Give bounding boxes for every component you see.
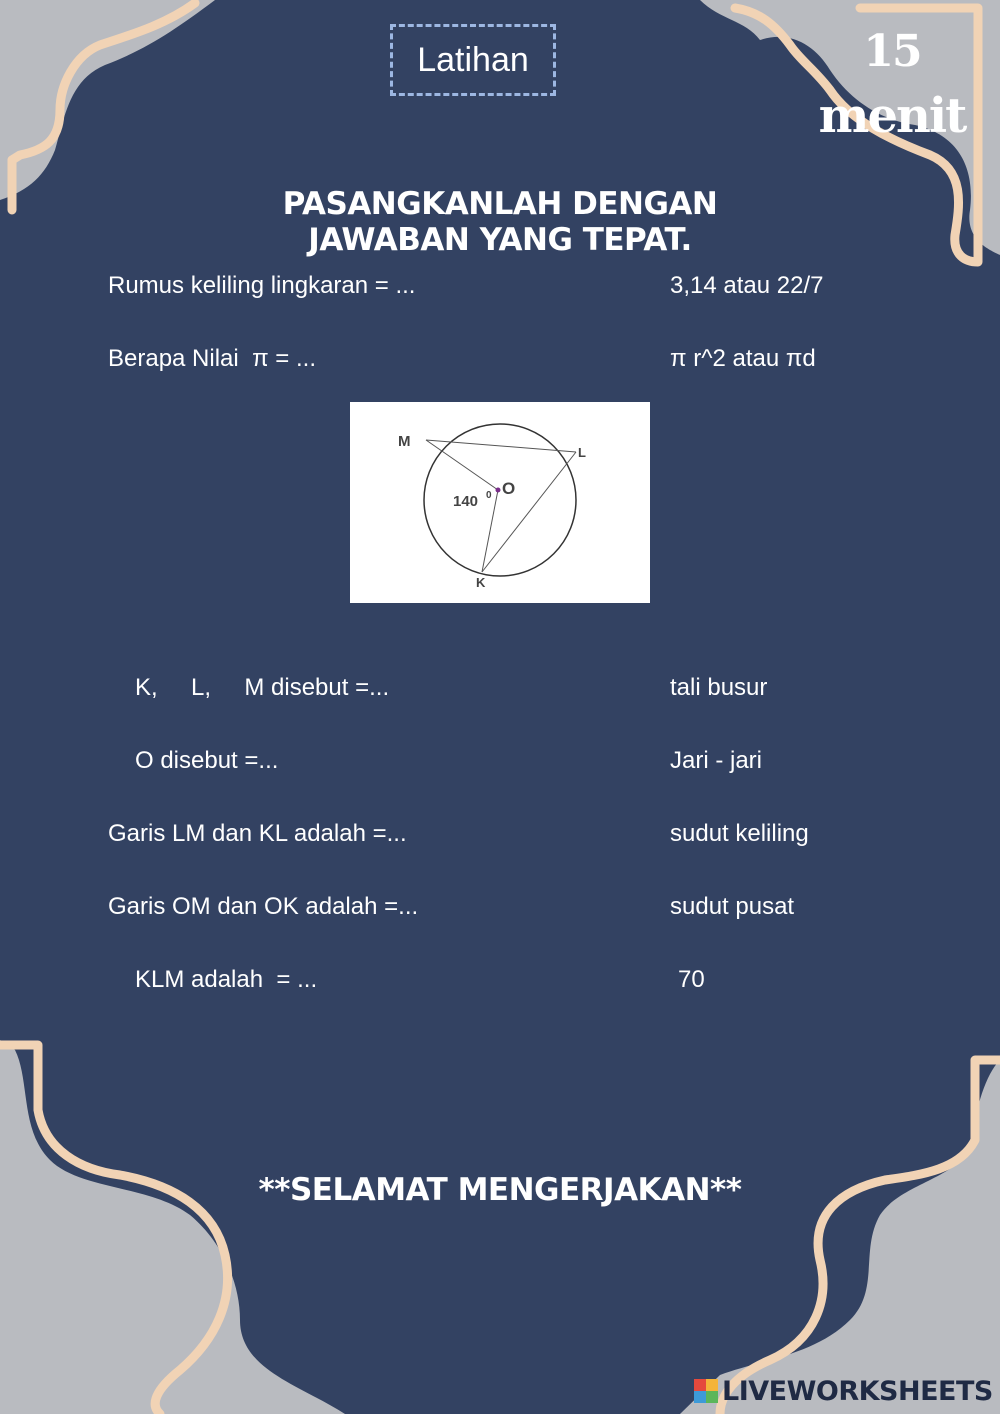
liveworksheets-text: LIVEWORKSHEETS [722, 1375, 993, 1407]
instruction-line-2: JAWABAN YANG TEPAT. [308, 222, 692, 258]
answer-3[interactable]: tali busur [670, 674, 768, 701]
question-7[interactable]: KLM adalah = ... [135, 966, 318, 993]
answer-2[interactable]: π r^2 atau πd [670, 345, 816, 372]
label-o: O [502, 479, 516, 498]
label-m: M [398, 433, 411, 450]
question-4[interactable]: O disebut =... [135, 747, 279, 774]
header-label-box [390, 24, 556, 96]
label-k: K [476, 575, 486, 590]
question-1[interactable]: Rumus keliling lingkaran = ... [108, 272, 416, 299]
timer [812, 20, 972, 148]
question-6[interactable]: Garis OM dan OK adalah =... [108, 893, 419, 920]
instruction-line-1: PASANGKANLAH DENGAN [282, 186, 718, 222]
liveworksheets-logo-icon [694, 1379, 718, 1403]
timer-unit: menit [818, 88, 966, 144]
answer-1[interactable]: 3,14 atau 22/7 [670, 272, 824, 299]
footer-message: **SELAMAT MENGERJAKAN** [258, 1172, 742, 1208]
question-5[interactable]: Garis LM dan KL adalah =... [108, 820, 407, 847]
instruction-title [200, 186, 800, 258]
circle-diagram [350, 402, 650, 603]
liveworksheets-watermark [694, 1374, 993, 1408]
answer-4[interactable]: Jari - jari [670, 747, 763, 774]
angle-degree: 0 [486, 490, 492, 501]
header-label: Latihan [417, 40, 529, 79]
angle-label: 140 [453, 493, 479, 510]
question-3[interactable]: K, L, M disebut =... [135, 674, 390, 701]
answer-6[interactable]: sudut pusat [670, 893, 795, 920]
label-l: L [578, 445, 586, 460]
answer-7[interactable]: 70 [678, 966, 705, 993]
answer-5[interactable]: sudut keliling [670, 820, 809, 847]
timer-number: 15 [863, 26, 921, 77]
question-2[interactable]: Berapa Nilai π = ... [108, 345, 316, 372]
